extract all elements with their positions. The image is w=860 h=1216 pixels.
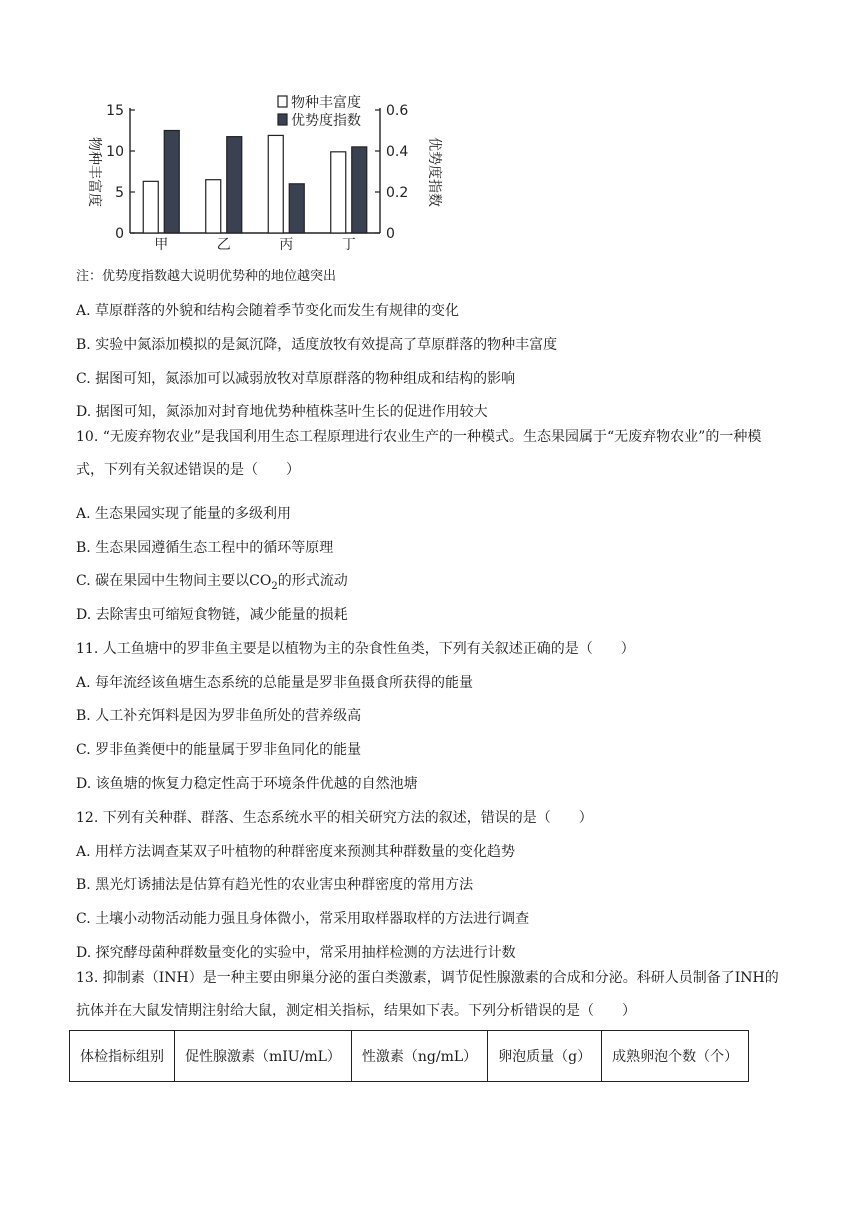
y-tick-label-right: 0.4 (386, 144, 409, 160)
legend-label-dominance: 优势度指数 (291, 113, 361, 129)
x-tick-label: 丁 (341, 237, 356, 253)
y-tick-label-left: 0 (115, 226, 124, 242)
q9-option-b: B. 实验中氮添加模拟的是氮沉降，适度放牧有效提高了草原群落的物种丰富度 (76, 337, 558, 353)
x-tick-label: 甲 (154, 237, 169, 253)
q12-option-c: C. 土壤小动物活动能力强且身体微小，常采用取样器取样的方法进行调查 (76, 911, 530, 927)
bar-richness (206, 180, 221, 233)
legend-swatch-dominance (278, 114, 287, 125)
chart-note: 注：优势度指数越大说明优势种的地位越突出 (76, 269, 337, 284)
x-tick-label: 乙 (216, 237, 231, 253)
legend-label-richness: 物种丰富度 (291, 95, 361, 111)
y-tick-label-right: 0 (386, 226, 395, 242)
table-header-cell: 体检指标组别 (70, 1031, 175, 1082)
bar-dominance (164, 131, 179, 234)
q10-stem: 10. “无废弃物农业”是我国利用生态工程原理进行农业生产的一种模式。生态果园属于“无废弃物农业”的一种模式，下列有关叙述错误的是（ ） (76, 429, 762, 478)
table-header-cell: 性激素（ng/mL） (351, 1031, 487, 1082)
bar-dominance (227, 137, 242, 233)
q12-stem: 12. 下列有关种群、群落、生态系统水平的相关研究方法的叙述，错误的是（ ） (76, 810, 593, 826)
q10-option-c-text: C. 碳在果园中生物间主要以 (76, 573, 250, 589)
q11-option-a: A. 每年流经该鱼塘生态系统的总能量是罗非鱼摄食所获得的能量 (76, 675, 474, 691)
bar-chart (78, 90, 448, 260)
chart-svg (78, 90, 448, 260)
q11-option-d: D. 该鱼塘的恢复力稳定性高于环境条件优越的自然池塘 (76, 776, 418, 792)
co2-formula: $CO_2$ (249, 573, 278, 592)
q10-option-d: D. 去除害虫可缩短食物链，减少能量的损耗 (76, 607, 348, 623)
y-tick-label-right: 0.6 (386, 103, 409, 119)
y-tick-label-left: 10 (106, 144, 124, 160)
legend-swatch-richness (278, 96, 287, 107)
bar-richness (331, 152, 346, 233)
q10-option-c (76, 572, 348, 596)
q9-option-c: C. 据图可知，氮添加可以减弱放牧对草原群落的物种组成和结构的影响 (76, 371, 516, 387)
q9-option-d: D. 据图可知，氮添加对封育地优势种植株茎叶生长的促进作用较大 (76, 404, 488, 420)
indicator-table (69, 1030, 749, 1082)
q11-option-b: B. 人工补充饵料是因为罗非鱼所处的营养级高 (76, 708, 362, 724)
q11-option-c: C. 罗非鱼粪便中的能量属于罗非鱼同化的能量 (76, 742, 362, 758)
q10-option-a: A. 生态果园实现了能量的多级利用 (76, 506, 292, 522)
bar-richness (268, 135, 283, 233)
q9-option-a: A. 草原群落的外貌和结构会随着季节变化而发生有规律的变化 (76, 303, 460, 319)
bar-dominance (289, 184, 304, 233)
q10-option-b: B. 生态果园遵循生态工程中的循环等原理 (76, 540, 334, 556)
q10-option-c-tail: 的形式流动 (277, 573, 348, 589)
y-tick-label-right: 0.2 (386, 185, 409, 201)
bar-richness (143, 181, 158, 233)
bar-dominance (352, 147, 367, 233)
q12-option-b: B. 黑光灯诱捕法是估算有趋光性的农业害虫种群密度的常用方法 (76, 877, 474, 893)
table-header-cell: 卵泡质量（g） (488, 1031, 602, 1082)
y-axis-label-right: 优势度指数 (426, 137, 442, 207)
table-header-cell: 成熟卵泡个数（个） (602, 1031, 749, 1082)
table-header-cell: 促性腺激素（mIU/mL） (175, 1031, 352, 1082)
y-axis-label-left: 物种丰富度 (86, 137, 102, 207)
q11-stem: 11. 人工鱼塘中的罗非鱼主要是以植物为主的杂食性鱼类，下列有关叙述正确的是（ ） (76, 641, 635, 657)
q12-option-a: A. 用样方法调查某双子叶植物的种群密度来预测其种群数量的变化趋势 (76, 844, 516, 860)
y-tick-label-left: 5 (115, 185, 124, 201)
table-header-row (70, 1031, 749, 1082)
q12-option-d: D. 探究酵母菌种群数量变化的实验中，常采用抽样检测的方法进行计数 (76, 945, 516, 961)
y-tick-label-left: 15 (106, 103, 124, 119)
x-tick-label: 丙 (279, 237, 294, 253)
q13-stem: 13. 抑制素（INH）是一种主要由卵巢分泌的蛋白类激素，调节促性腺激素的合成和分泌。科研人员制备了INH的抗体并在大鼠发情期注射给大鼠，测定相关指标，结果如下表。下列分析错误的是（ ） (76, 970, 779, 1019)
